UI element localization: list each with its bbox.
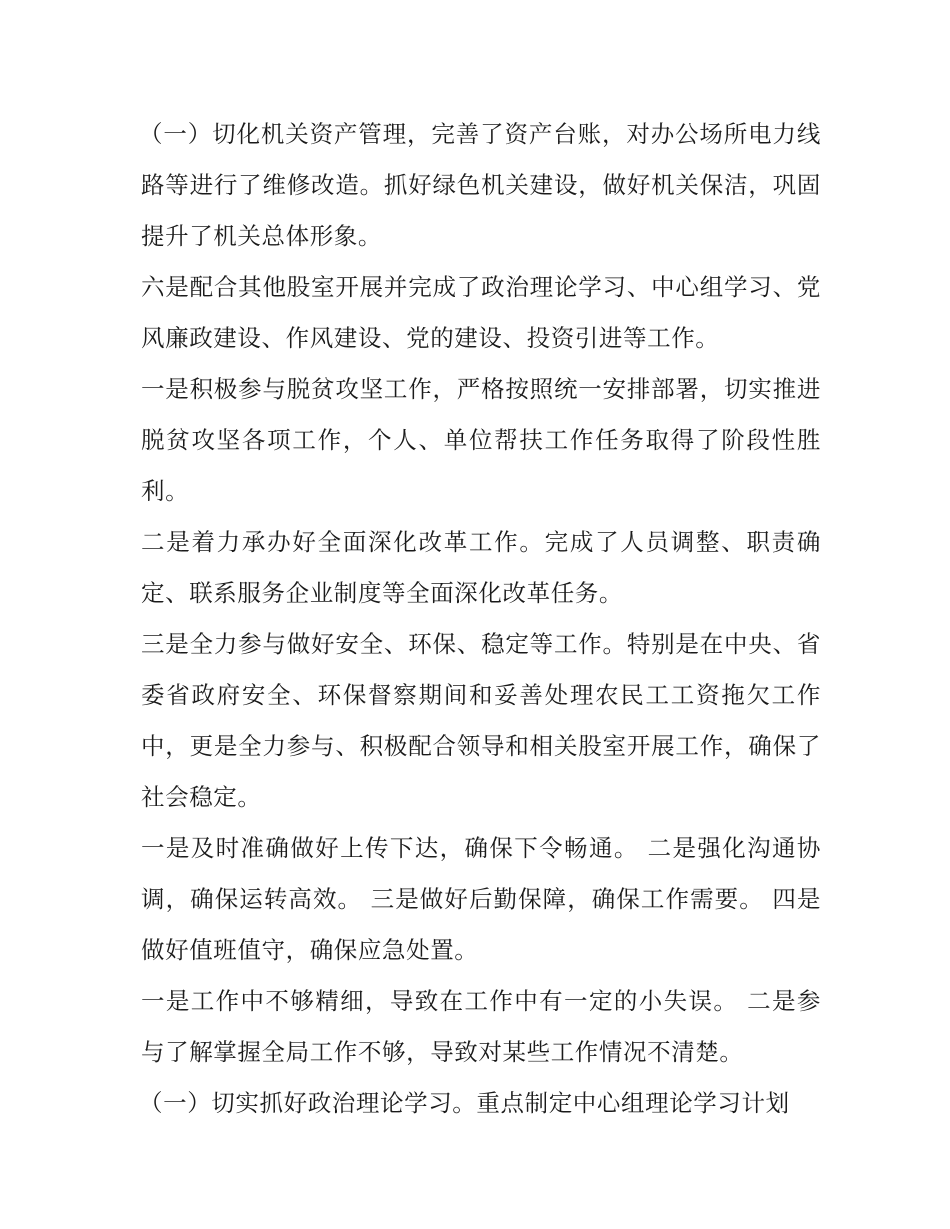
paragraph-safety-environment: 三是全力参与做好安全、环保、稳定等工作。特别是在中央、省委省政府安全、环保督察期间和妥善处理农民工工资拖欠工作中，更是全力参与、积极配合领导和相关股室开展工作，确保了社会稳定。 bbox=[141, 630, 821, 811]
document-body bbox=[141, 109, 821, 1129]
paragraph-shortcomings: 一是工作中不够精细，导致在工作中有一定的小失误。 二是参与了解掌握全局工作不够，导致对某些工作情况不清楚。 bbox=[141, 987, 821, 1066]
paragraph-cooperation: 六是配合其他股室开展并完成了政治理论学习、中心组学习、党风廉政建设、作风建设、党的建设、投资引进等工作。 bbox=[141, 273, 821, 352]
paragraph-poverty-alleviation: 一是积极参与脱贫攻坚工作，严格按照统一安排部署，切实推进脱贫攻坚各项工作，个人、单位帮扶工作任务取得了阶段性胜利。 bbox=[141, 375, 821, 505]
paragraph-theory-study: （一）切实抓好政治理论学习。重点制定中心组理论学习计划 bbox=[139, 1089, 790, 1117]
paragraph-coordination: 一是及时准确做好上传下达，确保下令畅通。 二是强化沟通协调，确保运转高效。 三是做好后勤保障，确保工作需要。 四是做好值班值守，确保应急处置。 bbox=[141, 834, 821, 964]
paragraph-reform: 二是着力承办好全面深化改革工作。完成了人员调整、职责确定、联系服务企业制度等全面深化改革任务。 bbox=[141, 528, 821, 607]
paragraph-asset-management: （一）切化机关资产管理，完善了资产台账，对办公场所电力线路等进行了维修改造。抓好绿色机关建设，做好机关保洁，巩固提升了机关总体形象。 bbox=[139, 120, 821, 250]
